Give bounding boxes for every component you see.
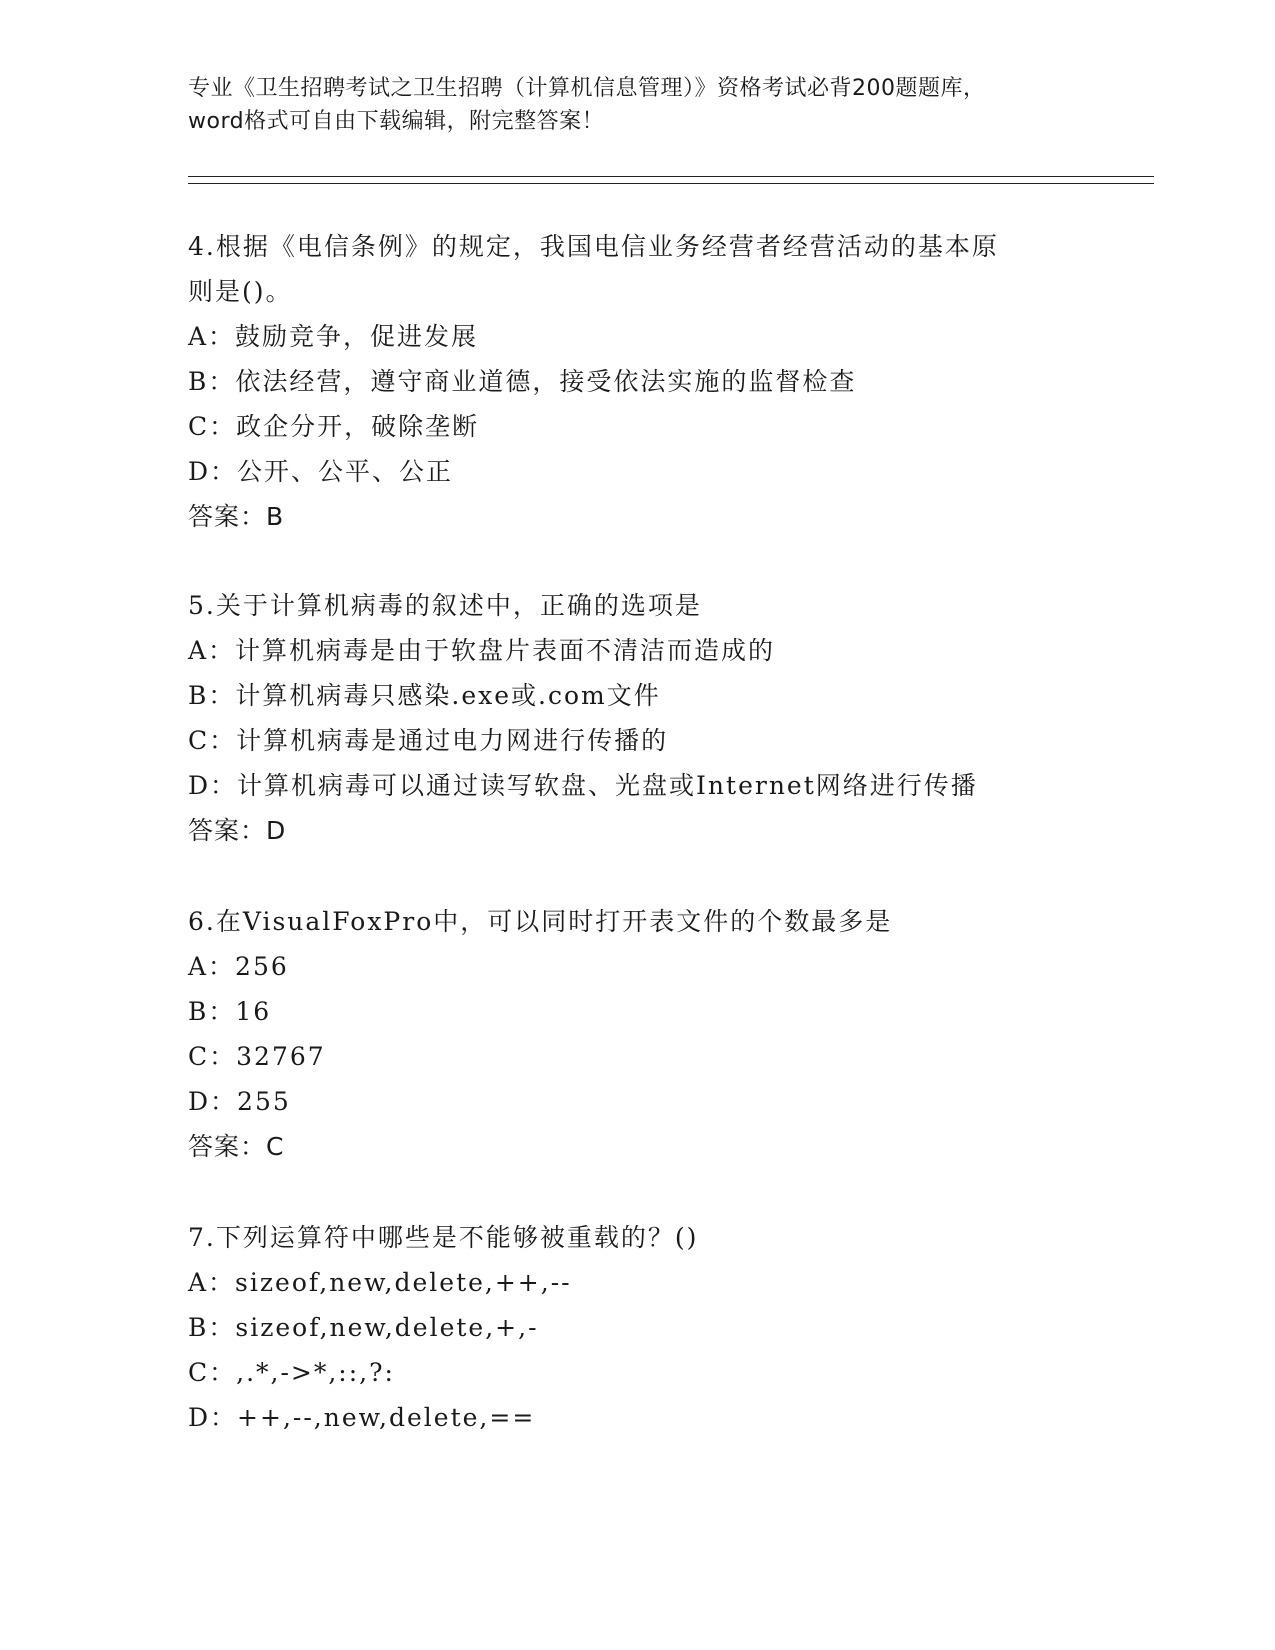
option-b: B：16 (188, 997, 272, 1026)
question-stem (188, 224, 1068, 314)
question-stem-line: 4.根据《电信条例》的规定，我国电信业务经营者经营活动的基本原 (188, 232, 999, 261)
option-c: C：32767 (188, 1042, 326, 1071)
option-b: B：依法经营，遵守商业道德，接受依法实施的监督检查 (188, 367, 857, 396)
option-d: D：计算机病毒可以通过读写软盘、光盘或Internet网络进行传播 (188, 771, 978, 800)
option-a: A：sizeof,new,delete,++,-- (188, 1268, 572, 1297)
header-line-2: word格式可自由下载编辑，附完整答案！ (188, 109, 605, 134)
option-c: C：,.*,->*,::,?: (188, 1358, 395, 1387)
header-line-1: 专业《卫生招聘考试之卫生招聘（计算机信息管理）》资格考试必背200题题库， (188, 76, 986, 101)
answer-line: 答案：B (188, 502, 285, 531)
header-divider-top (188, 176, 1154, 177)
answer-line: 答案：C (188, 1132, 285, 1161)
question-7 (188, 1215, 1068, 1440)
question-5 (188, 583, 1068, 853)
question-4 (188, 224, 1068, 539)
option-d: D：公开、公平、公正 (188, 457, 454, 486)
question-stem-line: 7.下列运算符中哪些是不能够被重载的？() (188, 1223, 699, 1252)
option-d: D：255 (188, 1087, 291, 1116)
option-d: D：++,--,new,delete,== (188, 1403, 536, 1432)
question-stem (188, 899, 1068, 944)
option-b: B：计算机病毒只感染.exe或.com文件 (188, 681, 661, 710)
option-a: A：256 (188, 952, 289, 981)
option-c: C：政企分开，破除垄断 (188, 412, 480, 441)
option-c: C：计算机病毒是通过电力网进行传播的 (188, 726, 669, 755)
option-a: A：鼓励竞争，促进发展 (188, 322, 479, 351)
question-stem (188, 1215, 1068, 1260)
header-divider-bottom (188, 183, 1154, 184)
question-stem (188, 583, 1068, 628)
question-stem-line: 6.在VisualFoxPro中，可以同时打开表文件的个数最多是 (188, 907, 893, 936)
question-stem-line: 则是()。 (188, 277, 293, 306)
answer-line: 答案：D (188, 816, 287, 845)
document-header (188, 72, 1068, 138)
option-b: B：sizeof,new,delete,+,- (188, 1313, 539, 1342)
question-stem-line: 5.关于计算机病毒的叙述中，正确的选项是 (188, 591, 702, 620)
option-a: A：计算机病毒是由于软盘片表面不清洁而造成的 (188, 636, 776, 665)
question-6 (188, 899, 1068, 1169)
